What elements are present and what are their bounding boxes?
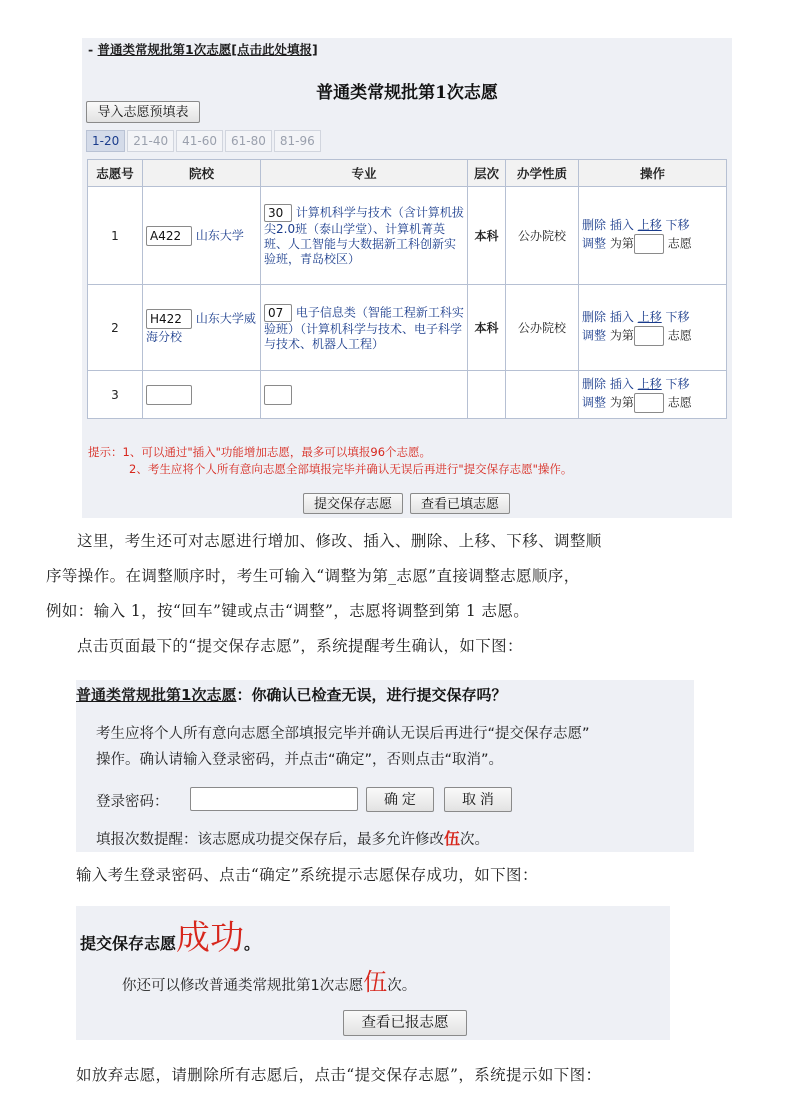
paragraph-4: 如放弃志愿，请删除所有志愿后，点击“提交保存志愿”，系统提示如下图： bbox=[76, 1066, 602, 1084]
school-cell bbox=[143, 285, 261, 371]
move-up-link[interactable]: 上移 bbox=[637, 218, 662, 232]
page-tabs bbox=[86, 130, 323, 152]
paragraph-3: 输入考生登录密码、点击“确定”系统提示志愿保存成功，如下图： bbox=[76, 866, 538, 884]
row-number: 3 bbox=[88, 371, 143, 419]
row-number: 1 bbox=[88, 187, 143, 285]
move-up-link[interactable]: 上移 bbox=[637, 377, 662, 391]
success-remaining-text: 你还可以修改普通类常规批第1次志愿伍次。 bbox=[122, 968, 417, 996]
tab-61-80[interactable]: 61-80 bbox=[225, 130, 272, 152]
reminder-count: 伍 bbox=[444, 829, 461, 848]
breadcrumb-title-link[interactable]: 普通类常规批第1次志愿 bbox=[97, 42, 232, 57]
form-title: 普通类常规批第1次志愿 bbox=[316, 83, 498, 103]
tab-21-40[interactable]: 21-40 bbox=[127, 130, 174, 152]
import-prefill-button[interactable]: 导入志愿预填表 bbox=[86, 101, 200, 123]
confirm-button[interactable]: 确 定 bbox=[366, 787, 434, 812]
move-up-link[interactable]: 上移 bbox=[637, 310, 662, 324]
major-code-input[interactable]: 07 bbox=[264, 304, 292, 322]
nature-cell: 公办院校 bbox=[506, 187, 579, 285]
major-name: 电子信息类（智能工程新工科实验班）（计算机科学与技术、电子科学与技术、机器人工程） bbox=[264, 305, 464, 351]
table-row bbox=[88, 187, 727, 285]
major-code-input[interactable] bbox=[264, 385, 292, 405]
adjust-link[interactable]: 调整 bbox=[582, 328, 607, 343]
delete-link[interactable]: 删除 bbox=[582, 218, 607, 232]
insert-link[interactable]: 插入 bbox=[609, 377, 634, 391]
school-name: 山东大学威海分校 bbox=[146, 311, 256, 344]
move-down-link[interactable]: 下移 bbox=[665, 310, 690, 324]
nature-cell: 公办院校 bbox=[506, 285, 579, 371]
school-name: 山东大学 bbox=[195, 228, 244, 242]
level-cell bbox=[468, 371, 506, 419]
ops-cell: 删除 插入 上移 下移 调整 为第 志愿 bbox=[579, 371, 727, 419]
level-cell: 本科 bbox=[468, 285, 506, 371]
table-header-row bbox=[88, 160, 727, 187]
ops-cell: 删除 插入 上移 下移 调整 为第 志愿 bbox=[579, 187, 727, 285]
delete-link[interactable]: 删除 bbox=[582, 377, 607, 391]
paragraph-1-line-3: 例如：输入 1，按“回车”键或点击“调整”，志愿将调整到第 1 志愿。 bbox=[46, 602, 530, 620]
delete-link[interactable]: 删除 bbox=[582, 310, 607, 324]
nature-cell bbox=[506, 371, 579, 419]
ops-cell: 删除 插入 上移 下移 调整 为第 志愿 bbox=[579, 285, 727, 371]
submit-save-button[interactable]: 提交保存志愿 bbox=[303, 493, 403, 514]
insert-link[interactable]: 插入 bbox=[609, 310, 634, 324]
col-header-no: 志愿号 bbox=[88, 160, 143, 187]
table-row bbox=[88, 371, 727, 419]
col-header-school: 院校 bbox=[143, 160, 261, 187]
table-row bbox=[88, 285, 727, 371]
paragraph-2: 点击页面最下的“提交保存志愿”，系统提醒考生确认，如下图： bbox=[77, 637, 523, 655]
confirm-text-line-2: 操作。确认请输入登录密码，并点击“确定”，否则点击“取消”。 bbox=[96, 752, 504, 768]
school-code-input[interactable]: A422 bbox=[146, 226, 192, 246]
view-filled-button[interactable]: 查看已填志愿 bbox=[410, 493, 510, 514]
col-header-level: 层次 bbox=[468, 160, 506, 187]
password-label: 登录密码： bbox=[96, 794, 169, 810]
confirm-text-line-1: 考生应将个人所有意向志愿全部填报完毕并确认无误后再进行“提交保存志愿” bbox=[96, 726, 590, 742]
major-code-input[interactable]: 30 bbox=[264, 204, 292, 222]
paragraph-1-line-2: 序等操作。在调整顺序时，考生可输入“调整为第_志愿”直接调整志愿顺序， bbox=[46, 567, 580, 585]
move-down-link[interactable]: 下移 bbox=[665, 377, 690, 391]
col-header-ops: 操作 bbox=[579, 160, 727, 187]
tip-line-1: 提示：1、可以通过"插入"功能增加志愿，最多可以填报96个志愿。 bbox=[88, 445, 432, 459]
tab-81-96[interactable]: 81-96 bbox=[274, 130, 321, 152]
success-word: 成功 bbox=[176, 918, 245, 958]
adjust-link[interactable]: 调整 bbox=[582, 395, 607, 410]
insert-link[interactable]: 插入 bbox=[609, 218, 634, 232]
breadcrumb-fill-link[interactable]: [点击此处填报] bbox=[231, 42, 318, 57]
cancel-button[interactable]: 取 消 bbox=[444, 787, 512, 812]
view-submitted-button[interactable]: 查看已报志愿 bbox=[343, 1010, 467, 1036]
volunteer-table bbox=[87, 159, 727, 419]
adjust-position-input[interactable] bbox=[634, 393, 664, 413]
tab-1-20[interactable]: 1-20 bbox=[86, 130, 125, 152]
password-input[interactable] bbox=[190, 787, 358, 811]
school-code-input[interactable]: H422 bbox=[146, 309, 192, 329]
major-cell bbox=[261, 285, 468, 371]
adjust-position-input[interactable] bbox=[634, 326, 664, 346]
level-cell: 本科 bbox=[468, 187, 506, 285]
breadcrumb: - 普通类常规批第1次志愿[点击此处填报] bbox=[88, 42, 318, 57]
row-number: 2 bbox=[88, 285, 143, 371]
col-header-major: 专业 bbox=[261, 160, 468, 187]
tab-41-60[interactable]: 41-60 bbox=[176, 130, 223, 152]
paragraph-1-line-1: 这里，考生还可对志愿进行增加、修改、插入、删除、上移、下移、调整顺 bbox=[77, 532, 602, 550]
confirm-dialog-title: 普通类常规批第1次志愿：你确认已检查无误，进行提交保存吗？ bbox=[76, 686, 507, 704]
adjust-link[interactable]: 调整 bbox=[582, 236, 607, 251]
major-name: 计算机科学与技术（含计算机拔尖2.0班（泰山学堂）、计算机菁英班、人工智能与大数据新工科创新实验班，青岛校区） bbox=[264, 205, 464, 266]
tip-line-2: 2、考生应将个人所有意向志愿全部填报完毕并确认无误后再进行"提交保存志愿"操作。 bbox=[129, 462, 573, 476]
move-down-link[interactable]: 下移 bbox=[665, 218, 690, 232]
reminder-text: 填报次数提醒：该志愿成功提交保存后，最多允许修改伍次。 bbox=[96, 829, 490, 848]
major-cell bbox=[261, 371, 468, 419]
school-cell bbox=[143, 187, 261, 285]
major-cell bbox=[261, 187, 468, 285]
school-cell bbox=[143, 371, 261, 419]
school-code-input[interactable] bbox=[146, 385, 192, 405]
col-header-nature: 办学性质 bbox=[506, 160, 579, 187]
confirm-title-link[interactable]: 普通类常规批第1次志愿 bbox=[76, 686, 237, 704]
remaining-count: 伍 bbox=[363, 968, 388, 996]
success-title: 提交保存志愿成功。 bbox=[80, 918, 261, 958]
adjust-position-input[interactable] bbox=[634, 234, 664, 254]
